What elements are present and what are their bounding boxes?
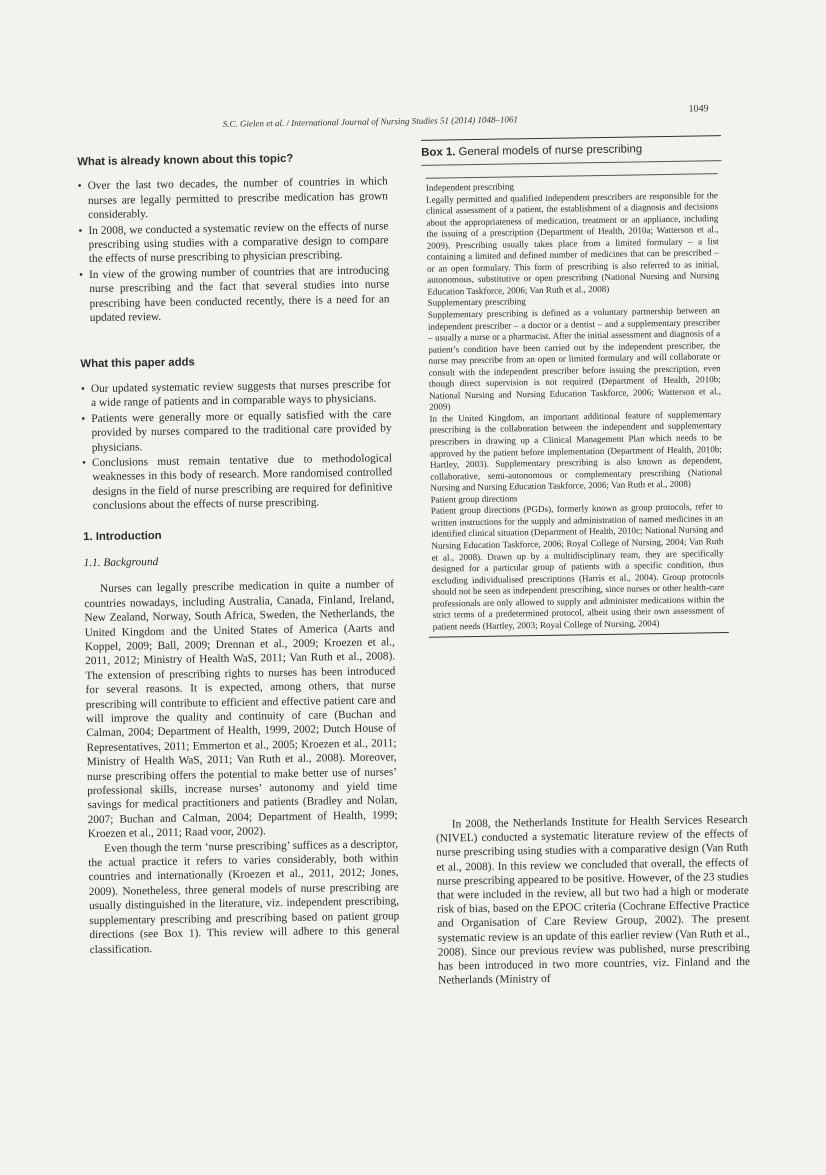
- box-1: [421, 135, 729, 638]
- subsection-heading-background: 1.1. Background: [83, 555, 159, 570]
- right-column: [421, 135, 729, 638]
- box-body: [422, 173, 729, 633]
- adds-heading: What this paper adds: [80, 356, 195, 371]
- box-paragraph: In the United Kingdom, an important additional feature of supplementary prescribing is the collaboration between the independent and supplementary prescribers in drawing up a Clinical Management Plan which needs to be approved by the patient before implementation (Department of Health, 2010b; Hartley, 2003). Supplementary prescribing is also known as dependent, collaborative, semi-autonomous or complementary prescribing (National Nursing and Nursing Education Taskforce, 2006; Van Ruth et al., 2008): [429, 409, 723, 493]
- box-paragraph: Legally permitted and qualified independent prescribers are responsible for the clinical assessment of a patient, the establishment of a diagnosis and decisions about the appropriateness of medication, treatment or an appliance, including the issuing of a prescription (Department of Health, 2010a; Watterson et al., 2009). Prescribing usually takes place from a limited formulary – a list containing a limited and defined number of medicines that can be prescribed – or an open formulary. This form of prescribing is also referred to as initial, autonomous, substitutive or open prescribing (National Nursing and Nursing Education Taskforce, 2006; Van Ruth et al., 2008): [425, 189, 720, 297]
- box-label: Box 1.: [421, 146, 456, 159]
- adds-item: • Patients were generally more or equally satisfied with the care provided by nurses compared to the traditional care provided by physicians.: [91, 407, 392, 455]
- left-column: [77, 150, 400, 957]
- body-paragraph: In 2008, the Netherlands Institute for Health Services Research (NIVEL) conducted a systematic literature review of the effects of nurse prescribing using studies with a comparative design (Van Ruth et al., 2008). In this review we concluded that overall, the effects of nurse prescribing appeared to be positive. However, of the 23 studies that were included in the review, all but two had a high or moderate risk of bias, based on the EPOC criteria (Cochrane Effective Practice and Organisation of Care Review Group, 2002). The present systematic review is an update of this earlier review (Van Ruth et al., 2008). Since our previous review was published, nurse prescribing has been introduced in two more countries, viz. Finland and the Netherlands (Ministry of: [435, 813, 751, 987]
- box-section-heading: Supplementary prescribing: [427, 296, 526, 309]
- box-section-heading: Independent prescribing: [425, 181, 514, 193]
- adds-item: • Our updated systematic review suggests that nurses prescribe for a wide range of patients and in comparable ways to physicians.: [91, 377, 391, 411]
- right-body-text: [436, 813, 751, 988]
- adds-item: • Conclusions must remain tentative due to methodological weaknesses in this body of research. More randomised controlled designs in the field of nurse prescribing are required for definitive conclusions about the effects of nurse prescribing.: [92, 451, 393, 513]
- adds-list: [81, 377, 393, 514]
- known-item: • Over the last two decades, the number of countries in which nurses are legally permitted to prescribe medication has grown considerably.: [88, 175, 389, 223]
- running-header: S.C. Gielen et al. / International Journal of Nursing Studies 51 (2014) 1048–1061: [222, 114, 519, 129]
- known-heading: What is already known about this topic?: [77, 152, 294, 169]
- section-heading-introduction: 1. Introduction: [83, 529, 162, 543]
- known-item: • In view of the growing number of countries that are introducing nurse prescribing and the fact that several studies into nurse prescribing have been conducted recently, there is a need for an updated review.: [89, 263, 390, 325]
- box-paragraph: Patient group directions (PGDs), formerly known as group protocols, refer to written instructions for the supply and administration of named medicines in an identified clinical situation (Department of Health, 2010c; National Nursing and Nursing Education Taskforce, 2006; Royal College of Nursing, 2004; Van Ruth et al., 2008). Drawn up by a multidisciplinary team, they are specifically designed for a particular group of patients with a specific condition, thus excluding individualised prescriptions (Harris et al., 2004). Group protocols should not be seen as independent prescribing, since nurses or other health-care professionals are only allowed to supply and administer medications within the strict terms of a predetermined protocol, albeit using their own assessment of patient needs (Hartley, 2003; Royal College of Nursing, 2004): [430, 501, 725, 632]
- known-list: [78, 175, 390, 326]
- box-section-heading: Patient group directions: [430, 493, 518, 505]
- page-number: 1049: [688, 103, 709, 115]
- box-title-text: General models of nurse prescribing: [458, 143, 643, 159]
- box-title: [421, 142, 721, 166]
- body-paragraph: Even though the term ‘nurse prescribing’ suffices as a descriptor, the actual practice it refers to varies considerably, both within countries and internationally (Kroezen et al., 2011, 2012; Jones, 2009). Nonetheless, three general models of nurse prescribing are usually distinguished in the literature, viz. independent prescribing, supplementary prescribing and prescribing based on patient group directions (see Box 1). This review will adhere to this general classification.: [88, 837, 400, 956]
- box-paragraph: Supplementary prescribing is defined as a voluntary partnership between an independent prescriber – a doctor or a dentist – and a supplementary prescriber – usually a nurse or a pharmacist. After the initial assessment and diagnosis of a patient’s condition have been carried out by the independent prescriber, the nurse may prescribe from an open or limited formulary and will collaborate or consult with the independent prescriber before issuing the prescription, even though direct supervision is not required (Department of Health, 2010b; National Nursing and Nursing Education Taskforce, 2006; Watterson et al., 2009): [427, 305, 722, 413]
- body-paragraph: Nurses can legally prescribe medication in quite a number of countries nowadays, including Australia, Canada, Finland, Ireland, New Zealand, Norway, South Africa, Sweden, the Netherlands, the United Kingdom and the United States of America (Aarts and Koppel, 2009; Ball, 2009; Drennan et al., 2009; Kroezen et al., 2011, 2012; Ministry of Health WaS, 2011; Van Ruth et al., 2008). The extension of prescribing rights to nurses has been introduced for several reasons. It is expected, among others, that nurse prescribing will contribute to efficient and effective patient care and will improve the quality and continuity of care (Buchan and Calman, 2004; Department of Health, 1999, 2002; Dutch House of Representatives, 2011; Emmerton et al., 2005; Kroezen et al., 2011; Ministry of Health WaS, 2011; Van Ruth et al., 2008). Moreover, nurse prescribing offers the potential to make better use of nurses’ professional skills, increase nurses’ autonomy and yield time savings for medical practitioners and patients (Bradley and Nolan, 2007; Buchan and Calman, 2004; Department of Health, 1999; Kroezen et al., 2011; Raad voor, 2002).: [84, 578, 398, 841]
- known-item: • In 2008, we conducted a systematic review on the effects of nurse prescribing using studies with a comparative design to compare the effects of nurse prescribing to physician prescribing.: [88, 219, 389, 267]
